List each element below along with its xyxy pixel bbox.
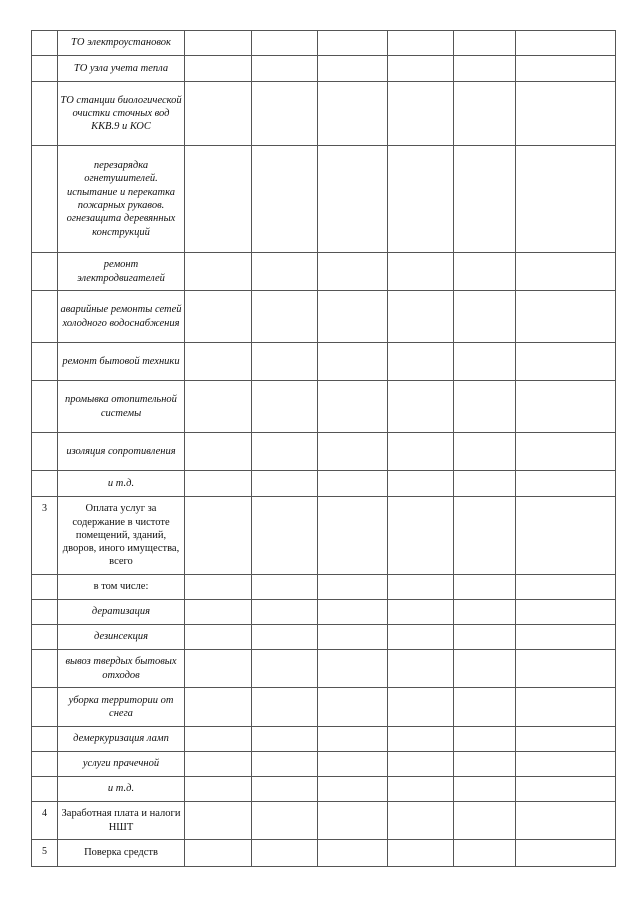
row-label-cell: изоляция сопротивления [58, 433, 185, 471]
value-cell[interactable] [252, 146, 318, 253]
table-row [32, 688, 616, 727]
value-cell[interactable] [516, 727, 616, 752]
row-number-cell [32, 56, 58, 82]
value-cell[interactable] [318, 840, 388, 867]
value-cell[interactable] [185, 291, 252, 343]
value-cell[interactable] [516, 600, 616, 625]
row-number-cell [32, 600, 58, 625]
value-cell[interactable] [185, 840, 252, 867]
value-cell[interactable] [318, 600, 388, 625]
value-cell[interactable] [516, 497, 616, 575]
value-cell[interactable] [252, 600, 318, 625]
value-cell[interactable] [516, 650, 616, 688]
value-cell[interactable] [185, 82, 252, 146]
value-cell[interactable] [252, 497, 318, 575]
value-cell[interactable] [388, 727, 454, 752]
value-cell[interactable] [454, 727, 516, 752]
value-cell[interactable] [454, 600, 516, 625]
row-label-cell: Поверка средств [58, 840, 185, 867]
value-cell[interactable] [454, 497, 516, 575]
value-cell[interactable] [252, 625, 318, 650]
value-cell[interactable] [185, 56, 252, 82]
value-cell[interactable] [318, 650, 388, 688]
value-cell[interactable] [185, 381, 252, 433]
table-row [32, 56, 616, 82]
value-cell[interactable] [454, 471, 516, 497]
value-cell[interactable] [388, 840, 454, 867]
document-page [31, 30, 616, 867]
row-number-cell: 3 [32, 497, 58, 575]
value-cell[interactable] [516, 688, 616, 727]
value-cell[interactable] [388, 497, 454, 575]
value-cell[interactable] [252, 471, 318, 497]
value-cell[interactable] [185, 688, 252, 727]
value-cell[interactable] [454, 802, 516, 840]
table-row [32, 253, 616, 291]
value-cell[interactable] [516, 56, 616, 82]
table-body [32, 31, 616, 867]
value-cell[interactable] [252, 82, 318, 146]
value-cell[interactable] [388, 600, 454, 625]
table-row [32, 471, 616, 497]
value-cell[interactable] [252, 688, 318, 727]
row-label-cell: вывоз твердых бытовых отходов [58, 650, 185, 688]
value-cell[interactable] [388, 82, 454, 146]
value-cell[interactable] [318, 727, 388, 752]
value-cell[interactable] [388, 688, 454, 727]
value-cell[interactable] [516, 752, 616, 777]
value-cell[interactable] [252, 433, 318, 471]
value-cell[interactable] [252, 727, 318, 752]
row-label-cell: демеркуризация ламп [58, 727, 185, 752]
value-cell[interactable] [454, 688, 516, 727]
value-cell[interactable] [185, 802, 252, 840]
value-cell[interactable] [516, 253, 616, 291]
value-cell[interactable] [318, 471, 388, 497]
value-cell[interactable] [388, 777, 454, 802]
value-cell[interactable] [318, 291, 388, 343]
table-row [32, 381, 616, 433]
table-row [32, 600, 616, 625]
value-cell[interactable] [252, 575, 318, 600]
value-cell[interactable] [252, 650, 318, 688]
value-cell[interactable] [252, 777, 318, 802]
value-cell[interactable] [252, 343, 318, 381]
row-number-cell [32, 253, 58, 291]
value-cell[interactable] [454, 56, 516, 82]
value-cell[interactable] [185, 777, 252, 802]
value-cell[interactable] [388, 625, 454, 650]
value-cell[interactable] [388, 343, 454, 381]
value-cell[interactable] [454, 752, 516, 777]
row-label-cell: промывка отопительной системы [58, 381, 185, 433]
row-number-cell [32, 650, 58, 688]
value-cell[interactable] [318, 433, 388, 471]
value-cell[interactable] [516, 146, 616, 253]
row-label-cell: ремонт электродвигателей [58, 253, 185, 291]
row-label-cell: в том числе: [58, 575, 185, 600]
row-number-cell [32, 146, 58, 253]
table-row [32, 146, 616, 253]
value-cell[interactable] [516, 471, 616, 497]
value-cell[interactable] [185, 343, 252, 381]
value-cell[interactable] [388, 56, 454, 82]
value-cell[interactable] [388, 752, 454, 777]
value-cell[interactable] [318, 688, 388, 727]
value-cell[interactable] [388, 650, 454, 688]
value-cell[interactable] [516, 381, 616, 433]
row-number-cell [32, 433, 58, 471]
value-cell[interactable] [252, 381, 318, 433]
row-label-cell: услуги прачечной [58, 752, 185, 777]
row-number-cell [32, 777, 58, 802]
value-cell[interactable] [318, 343, 388, 381]
value-cell[interactable] [318, 82, 388, 146]
row-number-cell [32, 752, 58, 777]
row-label-cell: ТО станции биологической очистки сточных вод ККВ.9 и КОС [58, 82, 185, 146]
table-row [32, 727, 616, 752]
row-label-cell: и т.д. [58, 471, 185, 497]
value-cell[interactable] [516, 802, 616, 840]
row-label-cell: аварийные ремонты сетей холодного водоснабжения [58, 291, 185, 343]
row-number-cell [32, 727, 58, 752]
value-cell[interactable] [388, 291, 454, 343]
value-cell[interactable] [388, 253, 454, 291]
value-cell[interactable] [454, 343, 516, 381]
cost-table [31, 30, 616, 867]
value-cell[interactable] [516, 625, 616, 650]
value-cell[interactable] [318, 575, 388, 600]
table-row [32, 777, 616, 802]
row-number-cell: 4 [32, 802, 58, 840]
value-cell[interactable] [185, 146, 252, 253]
value-cell[interactable] [516, 840, 616, 867]
value-cell[interactable] [516, 82, 616, 146]
value-cell[interactable] [516, 575, 616, 600]
table-row [32, 752, 616, 777]
value-cell[interactable] [516, 31, 616, 56]
row-number-cell [32, 291, 58, 343]
row-label-cell: Заработная плата и налоги НШТ [58, 802, 185, 840]
table-row [32, 625, 616, 650]
value-cell[interactable] [388, 31, 454, 56]
row-label-cell: Оплата услуг за содержание в чистоте помещений, зданий, дворов, иного имущества, всего [58, 497, 185, 575]
value-cell[interactable] [185, 497, 252, 575]
value-cell[interactable] [252, 752, 318, 777]
value-cell[interactable] [454, 31, 516, 56]
value-cell[interactable] [454, 433, 516, 471]
row-label-cell: перезарядка огнетушителей. испытание и перекатка пожарных рукавов. огнезащита деревянных конструкций [58, 146, 185, 253]
row-label-cell: и т.д. [58, 777, 185, 802]
value-cell[interactable] [388, 146, 454, 253]
value-cell[interactable] [318, 146, 388, 253]
row-label-cell: уборка территории от снега [58, 688, 185, 727]
table-row [32, 802, 616, 840]
row-label-cell: дезинсекция [58, 625, 185, 650]
value-cell[interactable] [185, 253, 252, 291]
value-cell[interactable] [318, 31, 388, 56]
row-number-cell [32, 688, 58, 727]
row-label-cell: ТО электроустановок [58, 31, 185, 56]
value-cell[interactable] [318, 56, 388, 82]
value-cell[interactable] [454, 575, 516, 600]
table-row [32, 343, 616, 381]
value-cell[interactable] [454, 253, 516, 291]
value-cell[interactable] [454, 381, 516, 433]
row-label-cell: ремонт бытовой техники [58, 343, 185, 381]
value-cell[interactable] [388, 471, 454, 497]
value-cell[interactable] [252, 802, 318, 840]
value-cell[interactable] [454, 146, 516, 253]
value-cell[interactable] [318, 625, 388, 650]
value-cell[interactable] [185, 600, 252, 625]
value-cell[interactable] [185, 650, 252, 688]
table-row [32, 497, 616, 575]
table-row [32, 433, 616, 471]
value-cell[interactable] [388, 802, 454, 840]
value-cell[interactable] [318, 497, 388, 575]
table-row [32, 840, 616, 867]
row-label-cell: дератизация [58, 600, 185, 625]
row-label-cell: ТО узла учета тепла [58, 56, 185, 82]
row-number-cell: 5 [32, 840, 58, 867]
value-cell[interactable] [252, 56, 318, 82]
value-cell[interactable] [185, 575, 252, 600]
row-number-cell [32, 343, 58, 381]
value-cell[interactable] [185, 752, 252, 777]
value-cell[interactable] [388, 575, 454, 600]
row-number-cell [32, 381, 58, 433]
table-row [32, 575, 616, 600]
value-cell[interactable] [252, 291, 318, 343]
value-cell[interactable] [252, 31, 318, 56]
value-cell[interactable] [454, 840, 516, 867]
value-cell[interactable] [318, 381, 388, 433]
table-row [32, 650, 616, 688]
value-cell[interactable] [388, 381, 454, 433]
value-cell[interactable] [318, 777, 388, 802]
row-number-cell [32, 471, 58, 497]
value-cell[interactable] [185, 727, 252, 752]
value-cell[interactable] [516, 433, 616, 471]
value-cell[interactable] [185, 625, 252, 650]
row-number-cell [32, 625, 58, 650]
value-cell[interactable] [454, 291, 516, 343]
row-number-cell [32, 31, 58, 56]
row-number-cell [32, 575, 58, 600]
value-cell[interactable] [252, 253, 318, 291]
value-cell[interactable] [318, 802, 388, 840]
value-cell[interactable] [516, 343, 616, 381]
table-row [32, 82, 616, 146]
value-cell[interactable] [318, 752, 388, 777]
table-row [32, 291, 616, 343]
value-cell[interactable] [252, 840, 318, 867]
value-cell[interactable] [185, 433, 252, 471]
value-cell[interactable] [185, 471, 252, 497]
value-cell[interactable] [454, 777, 516, 802]
row-number-cell [32, 82, 58, 146]
value-cell[interactable] [454, 650, 516, 688]
value-cell[interactable] [388, 433, 454, 471]
value-cell[interactable] [454, 625, 516, 650]
table-row [32, 31, 616, 56]
value-cell[interactable] [454, 82, 516, 146]
value-cell[interactable] [185, 31, 252, 56]
value-cell[interactable] [516, 291, 616, 343]
value-cell[interactable] [516, 777, 616, 802]
value-cell[interactable] [318, 253, 388, 291]
